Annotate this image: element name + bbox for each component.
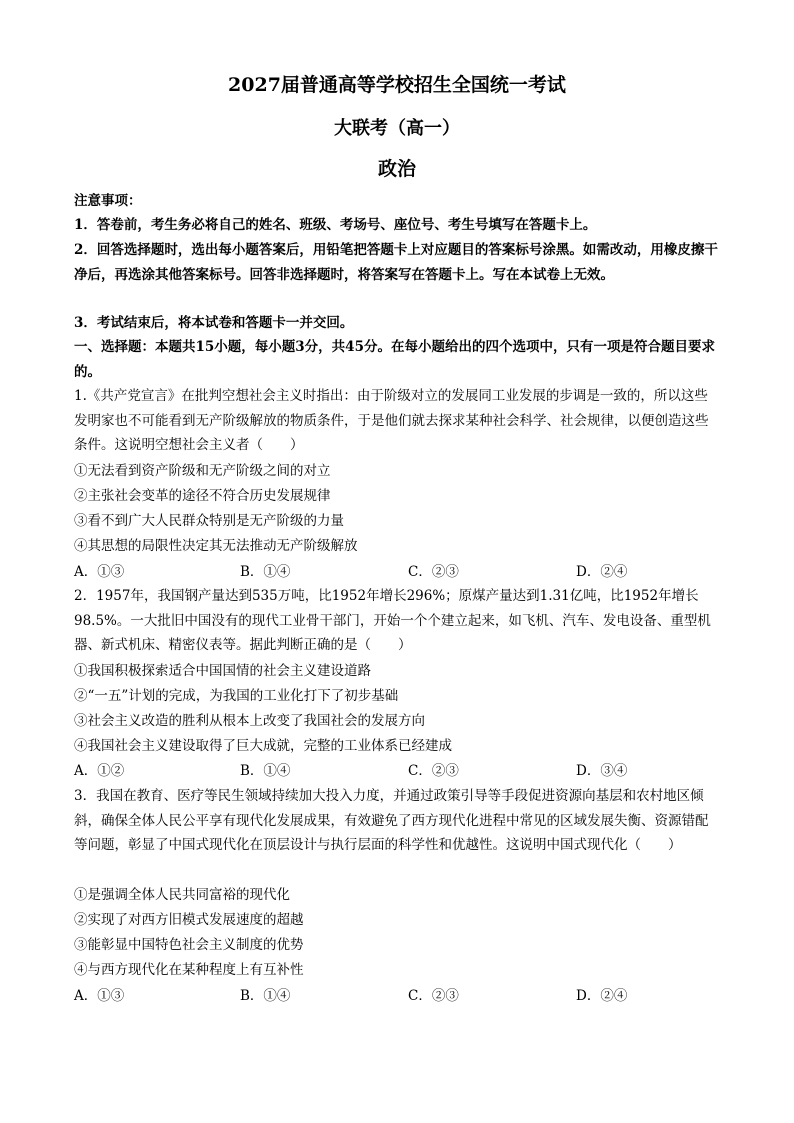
question-statement: ③看不到广大人民群众特别是无产阶级的力量: [74, 513, 344, 529]
question-stem: 3．我国在教育、医疗等民生领域持续加大投入力度，并通过政策引导等手段促进资源向基层和农村地区倾斜，确保全体人民公平享有现代化发展成果，有效避免了西方现代化进程中常见的区域发展失衡、资源错配等问题，彰显了中国式现代化在顶层设计与执行层面的科学性和优越性。这说明中国式现代化（ ）: [74, 788, 709, 853]
question-statement: ④我国社会主义建设取得了巨大成就，完整的工业体系已经建成: [74, 738, 452, 754]
answer-options: [74, 560, 720, 584]
question-statement: ②“一五”计划的完成，为我国的工业化打下了初步基础: [74, 688, 399, 704]
question-statement: ③能彰显中国特色社会主义制度的优势: [74, 937, 304, 953]
option-a: A．①②: [74, 763, 125, 779]
section-heading: 一、选择题：本题共15小题，每小题3分，共45分。在每小题给出的四个选项中，只有一项是符合题目要求的。: [74, 339, 715, 380]
option-a: A．①③: [74, 564, 125, 580]
question-statement: ④其思想的局限性决定其无法推动无产阶级解放: [74, 538, 358, 554]
option-c: C．②③: [408, 988, 459, 1004]
question-statement: ②实现了对西方旧模式发展速度的超越: [74, 912, 304, 928]
question-statement: ②主张社会变革的途径不符合历史发展规律: [74, 488, 331, 504]
option-d: D．③④: [576, 763, 628, 779]
exam-title: 2027届普通高等学校招生全国统一考试: [228, 74, 566, 96]
notice-item: 3．考试结束后，将本试卷和答题卡一并交回。: [74, 315, 354, 331]
exam-subject: 政治: [377, 158, 416, 180]
option-b: B．①④: [240, 988, 291, 1004]
option-d: D．②④: [576, 988, 628, 1004]
option-d: D．②④: [576, 564, 628, 580]
answer-options: [74, 759, 720, 783]
question-statement: ①我国积极探索适合中国国情的社会主义建设道路: [74, 663, 371, 679]
question-stem: 2．1957年，我国钢产量达到535万吨，比1952年增长296%；原煤产量达到1.31亿吨，比1952年增长98.5%。一大批旧中国没有的现代工业骨干部门，开始一个个建立起来，如飞机、汽车、发电设备、重型机器、新式机床、精密仪表等。据此判断正确的是（ ）: [74, 588, 711, 653]
notice-item: 1．答卷前，考生务必将自己的姓名、班级、考场号、座位号、考生号填写在答题卡上。: [74, 217, 597, 233]
exam-subtitle: 大联考（高一）: [334, 118, 460, 139]
answer-options: [74, 984, 720, 1008]
option-c: C．②③: [408, 564, 459, 580]
option-a: A．①③: [74, 988, 125, 1004]
notice-heading: 注意事项：: [74, 193, 142, 209]
option-c: C．②③: [408, 763, 459, 779]
question-statement: ①无法看到资产阶级和无产阶级之间的对立: [74, 463, 331, 479]
notice-item: 2．回答选择题时，选出每小题答案后，用铅笔把答题卡上对应题目的答案标号涂黑。如需改动，用橡皮擦干净后，再选涂其他答案标号。回答非选择题时，将答案写在答题卡上。写在本试卷上无效。: [74, 242, 718, 283]
question-stem: 1.《共产党宣言》在批判空想社会主义时指出：由于阶级对立的发展同工业发展的步调是一致的，所以这些发明家也不可能看到无产阶级解放的物质条件，于是他们就去探求某种社会科学、社会规律，以便创造这些条件。这说明空想社会主义者（ ）: [74, 388, 709, 453]
option-b: B．①④: [240, 564, 291, 580]
option-b: B．①④: [240, 763, 291, 779]
question-statement: ③社会主义改造的胜利从根本上改变了我国社会的发展方向: [74, 713, 425, 729]
question-statement: ①是强调全体人民共同富裕的现代化: [74, 887, 290, 903]
question-statement: ④与西方现代化在某种程度上有互补性: [74, 962, 304, 978]
